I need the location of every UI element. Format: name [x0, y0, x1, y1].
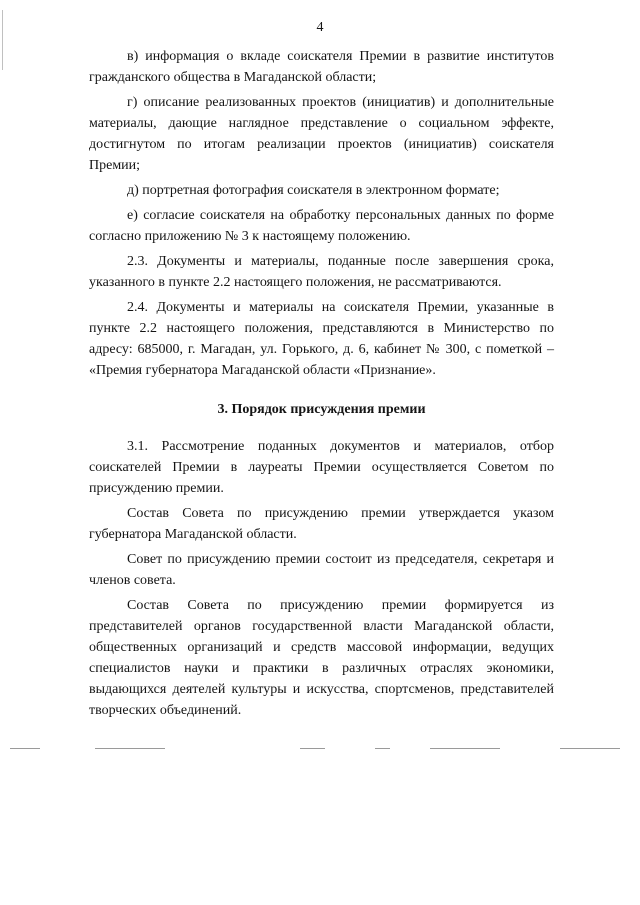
- page-number: 4: [316, 20, 324, 35]
- section-title: 3. Порядок присуждения премии: [217, 402, 426, 417]
- paragraph-item-v: в) информация о вкладе соискателя Премии в развитие институтов гражданского общества в Магаданской области;: [89, 49, 554, 85]
- scan-artifact-line: [10, 748, 40, 749]
- document-body: [89, 46, 554, 725]
- scan-edge-mark: [2, 10, 3, 70]
- scan-artifact-line: [560, 748, 620, 749]
- paragraph-2-3: 2.3. Документы и материалы, поданные после завершения срока, указанного в пункте 2.2 настоящего положения, не рассматриваются.: [89, 254, 554, 290]
- paragraph-item-g: г) описание реализованных проектов (инициатив) и дополнительные материалы, дающие наглядное представление о социальном эффекте, достигнутом по итогам реализации проектов (инициатив) соискателя Премии;: [89, 95, 554, 173]
- paragraph-item-d: д) портретная фотография соискателя в электронном формате;: [127, 183, 500, 198]
- scan-artifact-line: [300, 748, 325, 749]
- scan-artifact-line: [375, 748, 390, 749]
- paragraph-council-members: Совет по присуждению премии состоит из председателя, секретаря и членов совета.: [89, 552, 554, 588]
- paragraph-3-1: 3.1. Рассмотрение поданных документов и материалов, отбор соискателей Премии в лауреаты Премии осуществляется Советом по присуждению премии.: [89, 439, 554, 496]
- scan-artifact-line: [430, 748, 500, 749]
- paragraph-council-composition: Состав Совета по присуждению премии утверждается указом губернатора Магаданской области.: [89, 506, 554, 542]
- paragraph-item-e: е) согласие соискателя на обработку персональных данных по форме согласно приложению № 3 к настоящему положению.: [89, 208, 554, 244]
- paragraph-2-4: 2.4. Документы и материалы на соискателя Премии, указанные в пункте 2.2 настоящего положения, представляются в Министерство по адресу: 685000, г. Магадан, ул. Горького, д. 6, кабинет № 300, с пометкой – «Премия губернатора Магаданской области «Признание».: [89, 300, 554, 378]
- scan-artifact-line: [95, 748, 165, 749]
- paragraph-council-formation: Состав Совета по присуждению премии формируется из представителей органов государственной власти Магаданской области, общественных организаций и средств массовой информации, ведущих специалистов науки и практики в различных отраслях экономики, выдающихся деятелей культуры и искусства, спортсменов, представителей творческих объединений.: [89, 598, 554, 718]
